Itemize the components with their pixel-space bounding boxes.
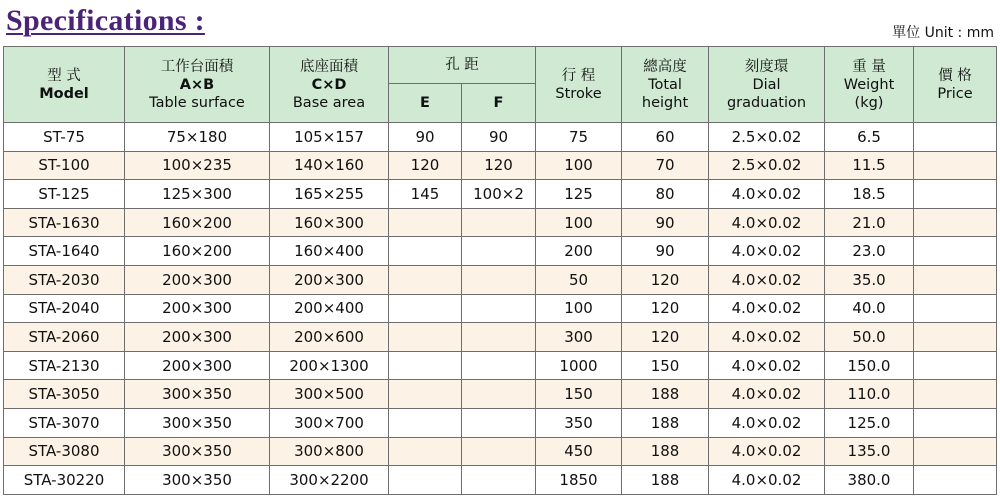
table-row [4, 123, 997, 152]
hole-f-cell [462, 294, 536, 323]
base-area-cell: 300×2200 [270, 466, 389, 495]
price-cell [914, 380, 997, 409]
table-surface-cell: 100×235 [125, 151, 270, 180]
base-area-cell: 300×800 [270, 437, 389, 466]
hole-e-cell [389, 237, 462, 266]
specifications-table [3, 46, 997, 495]
total-height-cell: 90 [622, 208, 709, 237]
model-cell: STA-3050 [4, 380, 125, 409]
total-height-cell: 120 [622, 294, 709, 323]
unit-label: 單位 Unit : mm [892, 25, 994, 41]
header-base-area-zh: 底座面積 [300, 58, 358, 75]
model-cell: STA-3080 [4, 437, 125, 466]
page-title: Specifications : [6, 4, 205, 37]
table-row [4, 466, 997, 495]
hole-f-cell [462, 408, 536, 437]
model-cell: ST-125 [4, 180, 125, 209]
stroke-cell: 100 [536, 151, 622, 180]
weight-cell: 18.5 [825, 180, 914, 209]
price-cell [914, 408, 997, 437]
table-surface-cell: 160×200 [125, 237, 270, 266]
table-surface-cell: 200×300 [125, 351, 270, 380]
dial-graduation-cell: 4.0×0.02 [709, 408, 825, 437]
header-weight-en1: Weight [843, 76, 895, 93]
table-surface-cell: 125×300 [125, 180, 270, 209]
stroke-cell: 1000 [536, 351, 622, 380]
dial-graduation-cell: 4.0×0.02 [709, 437, 825, 466]
total-height-cell: 120 [622, 323, 709, 352]
header-stroke-zh: 行 程 [561, 67, 596, 84]
model-cell: STA-1640 [4, 237, 125, 266]
header-stroke [536, 47, 622, 123]
stroke-cell: 100 [536, 294, 622, 323]
table-body [4, 123, 997, 495]
hole-f-cell [462, 351, 536, 380]
dial-graduation-cell: 4.0×0.02 [709, 237, 825, 266]
price-cell [914, 123, 997, 152]
header-weight [825, 47, 914, 123]
table-surface-cell: 300×350 [125, 408, 270, 437]
stroke-cell: 75 [536, 123, 622, 152]
base-area-cell: 200×400 [270, 294, 389, 323]
weight-cell: 23.0 [825, 237, 914, 266]
model-cell: STA-2060 [4, 323, 125, 352]
hole-f-cell [462, 208, 536, 237]
total-height-cell: 188 [622, 466, 709, 495]
hole-e-cell [389, 208, 462, 237]
dial-graduation-cell: 4.0×0.02 [709, 466, 825, 495]
weight-cell: 11.5 [825, 151, 914, 180]
table-surface-cell: 300×350 [125, 437, 270, 466]
hole-f-cell [462, 437, 536, 466]
header-table-surface-dim: A×B [179, 76, 215, 93]
base-area-cell: 200×300 [270, 265, 389, 294]
hole-f-cell [462, 237, 536, 266]
hole-e-cell [389, 380, 462, 409]
model-cell: STA-2030 [4, 265, 125, 294]
stroke-cell: 300 [536, 323, 622, 352]
weight-cell: 135.0 [825, 437, 914, 466]
hole-f-cell: 90 [462, 123, 536, 152]
price-cell [914, 351, 997, 380]
table-surface-cell: 300×350 [125, 380, 270, 409]
header-table-surface-en: Table surface [149, 94, 245, 111]
header-e: E [389, 84, 462, 123]
table-row [4, 208, 997, 237]
hole-f-cell: 120 [462, 151, 536, 180]
weight-cell: 150.0 [825, 351, 914, 380]
header-table-surface [125, 47, 270, 123]
header-table-surface-zh: 工作台面積 [160, 58, 234, 75]
header-hole-pitch [389, 47, 536, 84]
dial-graduation-cell: 4.0×0.02 [709, 208, 825, 237]
header-stroke-en: Stroke [555, 85, 602, 102]
dial-graduation-cell: 4.0×0.02 [709, 265, 825, 294]
header-model [4, 47, 125, 123]
header-total-height-zh: 總高度 [643, 58, 687, 75]
total-height-cell: 150 [622, 351, 709, 380]
hole-f-cell [462, 380, 536, 409]
header-base-area-en: Base area [292, 94, 366, 111]
total-height-cell: 80 [622, 180, 709, 209]
hole-e-cell [389, 294, 462, 323]
weight-cell: 380.0 [825, 466, 914, 495]
model-cell: ST-100 [4, 151, 125, 180]
header-price-zh: 價 格 [938, 67, 972, 84]
header-dial-en2: graduation [726, 94, 807, 111]
base-area-cell: 105×157 [270, 123, 389, 152]
hole-f-cell: 100×2 [462, 180, 536, 209]
hole-e-cell: 145 [389, 180, 462, 209]
price-cell [914, 294, 997, 323]
model-cell: ST-75 [4, 123, 125, 152]
header-price [914, 47, 997, 123]
dial-graduation-cell: 4.0×0.02 [709, 351, 825, 380]
header-weight-zh: 重 量 [852, 58, 886, 75]
hole-e-cell: 120 [389, 151, 462, 180]
stroke-cell: 150 [536, 380, 622, 409]
table-surface-cell: 200×300 [125, 265, 270, 294]
dial-graduation-cell: 4.0×0.02 [709, 180, 825, 209]
stroke-cell: 125 [536, 180, 622, 209]
weight-cell: 40.0 [825, 294, 914, 323]
table-row [4, 294, 997, 323]
weight-cell: 110.0 [825, 380, 914, 409]
dial-graduation-cell: 4.0×0.02 [709, 323, 825, 352]
total-height-cell: 188 [622, 437, 709, 466]
hole-e-cell [389, 323, 462, 352]
price-cell [914, 265, 997, 294]
header-dial-en1: Dial [752, 76, 781, 93]
weight-cell: 35.0 [825, 265, 914, 294]
weight-cell: 125.0 [825, 408, 914, 437]
model-cell: STA-3070 [4, 408, 125, 437]
header-dial-graduation [709, 47, 825, 123]
header-total-height [622, 47, 709, 123]
table-row [4, 380, 997, 409]
price-cell [914, 237, 997, 266]
base-area-cell: 300×700 [270, 408, 389, 437]
header-total-height-en1: Total [648, 76, 682, 93]
table-row [4, 323, 997, 352]
table-row [4, 437, 997, 466]
total-height-cell: 120 [622, 265, 709, 294]
dial-graduation-cell: 4.0×0.02 [709, 380, 825, 409]
header-model-zh: 型 式 [47, 67, 81, 84]
base-area-cell: 300×500 [270, 380, 389, 409]
table-surface-cell: 75×180 [125, 123, 270, 152]
total-height-cell: 188 [622, 408, 709, 437]
base-area-cell: 140×160 [270, 151, 389, 180]
hole-e-cell: 90 [389, 123, 462, 152]
table-row [4, 151, 997, 180]
model-cell: STA-2130 [4, 351, 125, 380]
model-cell: STA-30220 [4, 466, 125, 495]
header-dial-zh: 刻度環 [744, 58, 789, 75]
stroke-cell: 1850 [536, 466, 622, 495]
hole-e-cell [389, 437, 462, 466]
header-base-area-dim: C×D [311, 76, 347, 93]
header-price-en: Price [937, 85, 973, 102]
header-total-height-en2: height [641, 94, 689, 111]
table-surface-cell: 300×350 [125, 466, 270, 495]
header-base-area [270, 47, 389, 123]
dial-graduation-cell: 2.5×0.02 [709, 123, 825, 152]
stroke-cell: 450 [536, 437, 622, 466]
table-row [4, 265, 997, 294]
price-cell [914, 208, 997, 237]
table-row [4, 351, 997, 380]
table-surface-cell: 200×300 [125, 294, 270, 323]
weight-cell: 50.0 [825, 323, 914, 352]
hole-e-cell [389, 265, 462, 294]
stroke-cell: 350 [536, 408, 622, 437]
price-cell [914, 151, 997, 180]
weight-cell: 6.5 [825, 123, 914, 152]
base-area-cell: 160×300 [270, 208, 389, 237]
stroke-cell: 100 [536, 208, 622, 237]
base-area-cell: 200×1300 [270, 351, 389, 380]
weight-cell: 21.0 [825, 208, 914, 237]
total-height-cell: 70 [622, 151, 709, 180]
table-row [4, 408, 997, 437]
table-surface-cell: 200×300 [125, 323, 270, 352]
stroke-cell: 200 [536, 237, 622, 266]
base-area-cell: 160×400 [270, 237, 389, 266]
price-cell [914, 323, 997, 352]
hole-f-cell [462, 265, 536, 294]
model-cell: STA-1630 [4, 208, 125, 237]
hole-e-cell [389, 351, 462, 380]
table-row [4, 237, 997, 266]
table-surface-cell: 160×200 [125, 208, 270, 237]
price-cell [914, 437, 997, 466]
dial-graduation-cell: 2.5×0.02 [709, 151, 825, 180]
total-height-cell: 60 [622, 123, 709, 152]
dial-graduation-cell: 4.0×0.02 [709, 294, 825, 323]
model-cell: STA-2040 [4, 294, 125, 323]
header-f: F [462, 84, 536, 123]
header-hole-pitch-zh: 孔 距 [445, 57, 479, 73]
base-area-cell: 200×600 [270, 323, 389, 352]
hole-f-cell [462, 323, 536, 352]
hole-e-cell [389, 466, 462, 495]
price-cell [914, 180, 997, 209]
hole-e-cell [389, 408, 462, 437]
price-cell [914, 466, 997, 495]
hole-f-cell [462, 466, 536, 495]
base-area-cell: 165×255 [270, 180, 389, 209]
total-height-cell: 90 [622, 237, 709, 266]
stroke-cell: 50 [536, 265, 622, 294]
total-height-cell: 188 [622, 380, 709, 409]
table-row [4, 180, 997, 209]
table-header [4, 47, 997, 123]
header-weight-en2: (kg) [854, 94, 884, 111]
header-model-en: Model [39, 85, 89, 102]
